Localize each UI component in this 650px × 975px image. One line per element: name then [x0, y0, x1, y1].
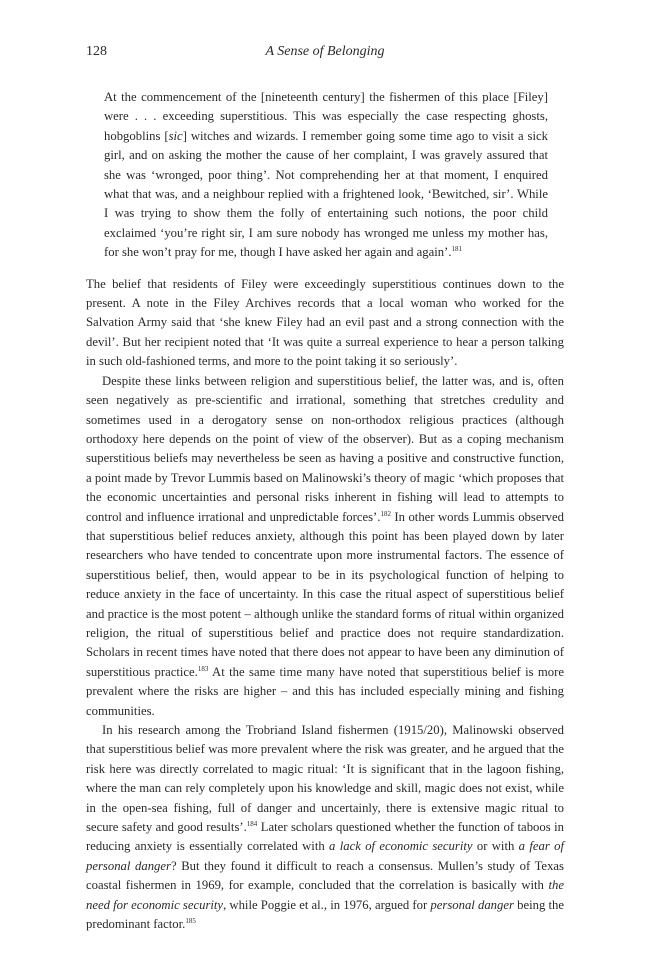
paragraph: [86, 372, 564, 721]
italic-phrase: a fear of personal danger: [86, 839, 564, 873]
italic-phrase: the need for economic security: [86, 878, 564, 912]
paragraph-text: At the same time many have noted that superstitious belief is more prevalent where the risks are higher – and this has included especially mining and fishing communities.: [86, 664, 565, 718]
paragraph-text: being the predominant factor.: [86, 897, 564, 932]
paragraph-text: , while Poggie et al., in 1976, argued for: [223, 897, 431, 912]
italic-phrase: personal danger: [430, 897, 514, 912]
running-title: A Sense of Belonging: [265, 44, 385, 59]
paragraph-text: Despite these links between religion and superstitious belief, the latter was, and is, often seen negatively as pre-scientific and irrational, something that stretches credulity and sometimes used in a derogatory sense on non-orthodox religious practices (although orthodoxy here depends on the point of view of the observer). But as a coping mechanism superstitious beliefs may nevertheless be seen as having a positive and constructive function, a point made by Trevor Lummis based on Malinowski’s theory of magic ‘which proposes that the economic uncertainties and personal risks inherent in fishing will lead to attempts to control and influence irrational and unpredictable forces’.: [86, 373, 564, 524]
paragraph-text: Later scholars questioned whether the function of taboos in reducing anxiety is essentially correlated with: [86, 820, 564, 854]
page-header: [86, 44, 564, 64]
footnote-ref[interactable]: 181: [451, 245, 462, 254]
quote-text: ] witches and wizards. I remember going some time ago to visit a sick girl, and on asking the mother the cause of her complaint, I was gravely assured that she was ‘wronged, poor thing’. Not comprehending her at that moment, I enquired what that was, and a neighbour replied with a frightened look, ‘Bewitched, sir’. While I was trying to show them the folly of entertaining such notions, the poor child exclaimed ‘you’re right sir, I am sure nobody has wronged me unless my mother has, for she won’t pray for me, though I have asked her again and again’.: [104, 128, 548, 260]
paragraph-text: In his research among the Trobriand Island fishermen (1915/20), Malinowski observed that superstitious belief was more prevalent where the risk was greater, and he argued that the risk here was directly correlated to magic ritual: ‘It is significant that in the lagoon fishing, where the man can rely completely upon his knowledge and skill, magic does not exist, while in the open-sea fishing, full of danger and uncertainly, there is extensive magic ritual to secure safety and good results’.: [86, 723, 564, 835]
paragraph-text: In other words Lummis observed that superstitious belief reduces anxiety, although this point has been played down by later researchers who have tended to concentrate upon more instrumental factors. The essence of superstitious belief, then, would appear to be in its psychological function of helping to reduce anxiety in the face of uncertainty. In this case the ritual aspect of superstitious belief and practice is the most potent – although unlike the standard forms of ritual within organized religion, the ritual of superstitious belief and practice does not require standardization. Scholars in recent times have noted that there does not appear to have been any diminution of superstitious practice.: [86, 509, 564, 679]
footnote-ref[interactable]: 184: [246, 820, 258, 829]
quote-text: At the commencement of the [nineteenth century] the fishermen of this place [Filey] were . . . exceeding superstitious. This was especially the case respecting ghosts, hobgoblins [: [104, 90, 548, 143]
footnote-ref[interactable]: 183: [197, 664, 209, 673]
footnote-ref[interactable]: 185: [185, 917, 196, 926]
paragraph: [86, 721, 564, 934]
block-quote: [104, 88, 548, 263]
paragraph: [86, 275, 564, 372]
paragraph-text: or with: [472, 839, 519, 854]
italic-phrase: a lack of economic security: [329, 839, 473, 854]
page-body: [86, 88, 564, 934]
footnote-ref[interactable]: 182: [380, 509, 391, 518]
page-number: 128: [86, 44, 107, 59]
quote-sic: sic: [168, 128, 183, 143]
paragraph-text: ? But they found it difficult to reach a consensus. Mullen’s study of Texas coastal fishermen in 1969, for example, concluded that the correlation is basically with: [86, 858, 564, 893]
paragraph-text: The belief that residents of Filey were exceedingly superstitious continues down to the present. A note in the Filey Archives records that a local woman who worked for the Salvation Army said that ‘she knew Filey had an evil past and a strong connection with the devil’. But her recipient noted that ‘It was quite a surreal experience to hear a person talking in such old-fashioned terms, and more to the point taking it so seriously’.: [86, 276, 564, 369]
